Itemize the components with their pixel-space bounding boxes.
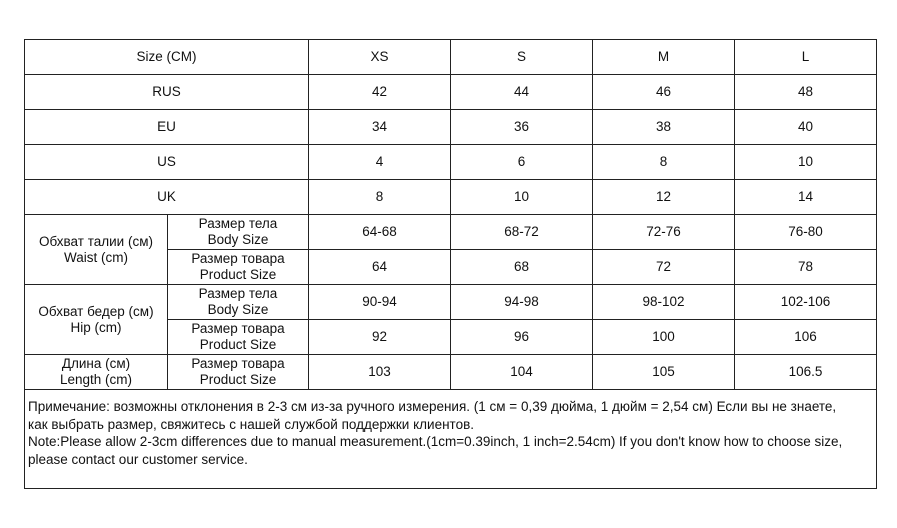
length-label [25, 355, 168, 390]
cell-value: 72 [593, 250, 735, 285]
cell-value: 102-106 [735, 285, 877, 320]
row-eu [25, 110, 877, 145]
row-uk [25, 180, 877, 215]
cell-value: 90-94 [309, 285, 451, 320]
header-size-label: Size (CM) [25, 40, 309, 75]
measurement-note [25, 390, 877, 489]
row-label: UK [25, 180, 309, 215]
cell-value: 48 [735, 75, 877, 110]
row-rus [25, 75, 877, 110]
cell-value: 8 [309, 180, 451, 215]
cell-value: 104 [451, 355, 593, 390]
note-ru-line-1: Примечание: возможны отклонения в 2-3 см из-за ручного измерения. (1 см = 0,39 дюйма, 1 дюйм = 2,54 см) Если вы не знаете, [28, 399, 837, 414]
cell-value: 14 [735, 180, 877, 215]
cell-value: 92 [309, 320, 451, 355]
hip-product-size-label [168, 320, 309, 355]
product-size-label-en: Product Size [199, 267, 277, 282]
cell-value: 100 [593, 320, 735, 355]
waist-label [25, 215, 168, 285]
row-hip-body [25, 285, 877, 320]
cell-value: 46 [593, 75, 735, 110]
body-size-label-en: Body Size [207, 232, 269, 247]
cell-value: 103 [309, 355, 451, 390]
hip-label-en: Hip (cm) [70, 319, 122, 335]
cell-value: 72-76 [593, 215, 735, 250]
row-label: RUS [25, 75, 309, 110]
cell-value: 12 [593, 180, 735, 215]
hip-label-ru: Обхват бедер (см) [38, 303, 154, 319]
waist-label-ru: Обхват талии (см) [39, 233, 153, 249]
length-label-ru: Длина (см) [61, 356, 131, 371]
cell-value: 38 [593, 110, 735, 145]
cell-value: 6 [451, 145, 593, 180]
header-size-s: S [451, 40, 593, 75]
hip-label [25, 285, 168, 355]
cell-value: 10 [735, 145, 877, 180]
row-length-product [25, 355, 877, 390]
cell-value: 105 [593, 355, 735, 390]
cell-value: 106 [735, 320, 877, 355]
body-size-label-ru: Размер тела [198, 286, 278, 301]
note-ru-line-2: как выбрать размер, свяжитесь с нашей службой поддержки клиентов. [28, 416, 475, 432]
row-us [25, 145, 877, 180]
product-size-label-ru: Размер товара [191, 356, 285, 371]
cell-value: 34 [309, 110, 451, 145]
size-chart-table [24, 39, 877, 489]
waist-body-size-label [168, 215, 309, 250]
cell-value: 42 [309, 75, 451, 110]
note-en-line-1: Note:Please allow 2-3cm differences due to manual measurement.(1cm=0.39inch, 1 inch=2.54cm) If you don't know how to choose size, [28, 434, 843, 449]
header-size-xs: XS [309, 40, 451, 75]
cell-value: 68-72 [451, 215, 593, 250]
note-en-line-2: please contact our customer service. [28, 451, 248, 467]
length-product-size-label [168, 355, 309, 390]
cell-value: 96 [451, 320, 593, 355]
length-label-en: Length (cm) [59, 372, 133, 387]
cell-value: 94-98 [451, 285, 593, 320]
hip-body-size-label [168, 285, 309, 320]
product-size-label-en: Product Size [199, 372, 277, 387]
header-row [25, 40, 877, 75]
cell-value: 36 [451, 110, 593, 145]
waist-product-size-label [168, 250, 309, 285]
waist-label-en: Waist (cm) [64, 249, 128, 265]
body-size-label-en: Body Size [207, 302, 269, 317]
cell-value: 44 [451, 75, 593, 110]
body-size-label-ru: Размер тела [198, 216, 278, 231]
row-waist-body [25, 215, 877, 250]
cell-value: 78 [735, 250, 877, 285]
cell-value: 106.5 [735, 355, 877, 390]
product-size-label-ru: Размер товара [191, 251, 285, 266]
cell-value: 68 [451, 250, 593, 285]
cell-value: 76-80 [735, 215, 877, 250]
cell-value: 4 [309, 145, 451, 180]
note-row [25, 390, 877, 489]
product-size-label-en: Product Size [199, 337, 277, 352]
cell-value: 64-68 [309, 215, 451, 250]
cell-value: 98-102 [593, 285, 735, 320]
cell-value: 8 [593, 145, 735, 180]
cell-value: 64 [309, 250, 451, 285]
header-size-l: L [735, 40, 877, 75]
row-label: EU [25, 110, 309, 145]
product-size-label-ru: Размер товара [191, 321, 285, 336]
cell-value: 10 [451, 180, 593, 215]
cell-value: 40 [735, 110, 877, 145]
header-size-m: M [593, 40, 735, 75]
row-label: US [25, 145, 309, 180]
